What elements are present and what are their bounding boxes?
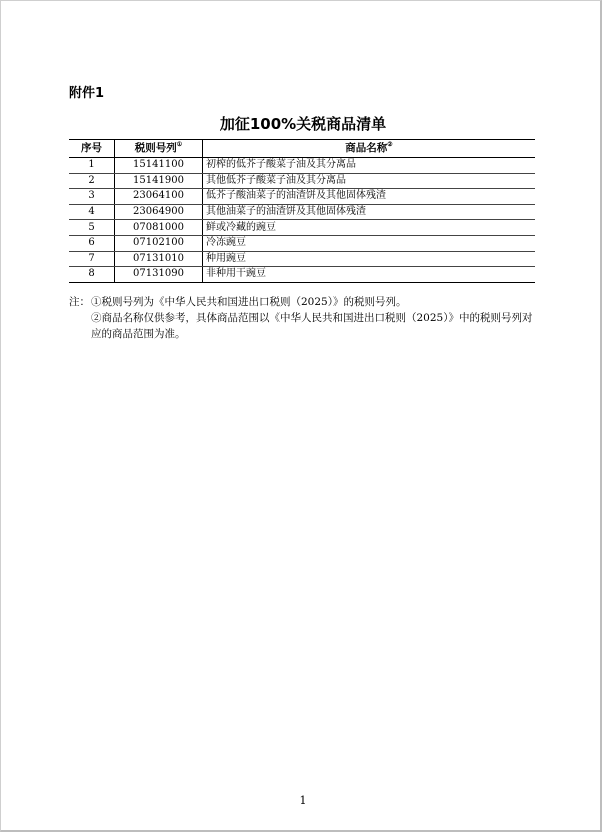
page-number: 1	[299, 794, 307, 807]
notes-label: 注：	[69, 296, 90, 308]
cell-seq: 5	[69, 220, 115, 236]
header-tariff: 税则号列①	[115, 140, 203, 158]
cell-code: 15141100	[115, 158, 203, 174]
cell-code: 23064100	[115, 189, 203, 205]
cell-code: 07131090	[115, 267, 203, 283]
cell-name: 其他油菜子的油渣饼及其他固体残渣	[203, 204, 536, 220]
cell-seq: 1	[69, 158, 115, 174]
cell-seq: 4	[69, 204, 115, 220]
page-title: 加征100%关税商品清单	[219, 115, 387, 133]
cell-code: 15141900	[115, 173, 203, 189]
table-row	[69, 251, 535, 267]
attachment-label: 附件1	[69, 86, 105, 101]
cell-name: 初榨的低芥子酸菜子油及其分离品	[203, 158, 536, 174]
cell-seq: 8	[69, 267, 115, 283]
note-item	[69, 294, 539, 310]
cell-name: 种用豌豆	[203, 251, 536, 267]
table-row	[69, 267, 535, 283]
table-row	[69, 220, 535, 236]
cell-code: 07102100	[115, 235, 203, 251]
cell-seq: 2	[69, 173, 115, 189]
cell-name: 其他低芥子酸菜子油及其分离品	[203, 173, 536, 189]
footnote-mark-2: ②	[387, 141, 393, 148]
note-text-2: ②商品名称仅供参考，具体商品范围以《中华人民共和国进出口税则（2025）》中的税则号列对应的商品范围为准。	[91, 312, 533, 340]
cell-code: 07131010	[115, 251, 203, 267]
cell-name: 鲜或冷藏的豌豆	[203, 220, 536, 236]
footnote-mark-1: ①	[176, 141, 183, 148]
tariff-goods-table	[69, 139, 535, 283]
cell-seq: 7	[69, 251, 115, 267]
cell-name: 非种用干豌豆	[203, 267, 536, 283]
cell-name: 冷冻豌豆	[203, 235, 536, 251]
table-row	[69, 204, 535, 220]
table-row	[69, 173, 535, 189]
cell-name: 低芥子酸油菜子的油渣饼及其他固体残渣	[203, 189, 536, 205]
table-row	[69, 189, 535, 205]
table-row	[69, 158, 535, 174]
note-item	[69, 310, 539, 342]
cell-code: 07081000	[115, 220, 203, 236]
header-name: 商品名称②	[203, 140, 536, 158]
cell-seq: 3	[69, 189, 115, 205]
note-text-1: ①税则号列为《中华人民共和国进出口税则（2025）》的税则号列。	[91, 296, 407, 308]
cell-code: 23064900	[115, 204, 203, 220]
header-seq: 序号	[69, 140, 115, 158]
cell-seq: 6	[69, 235, 115, 251]
table-header-row	[69, 140, 535, 158]
table-row	[69, 235, 535, 251]
notes-section	[69, 294, 539, 342]
